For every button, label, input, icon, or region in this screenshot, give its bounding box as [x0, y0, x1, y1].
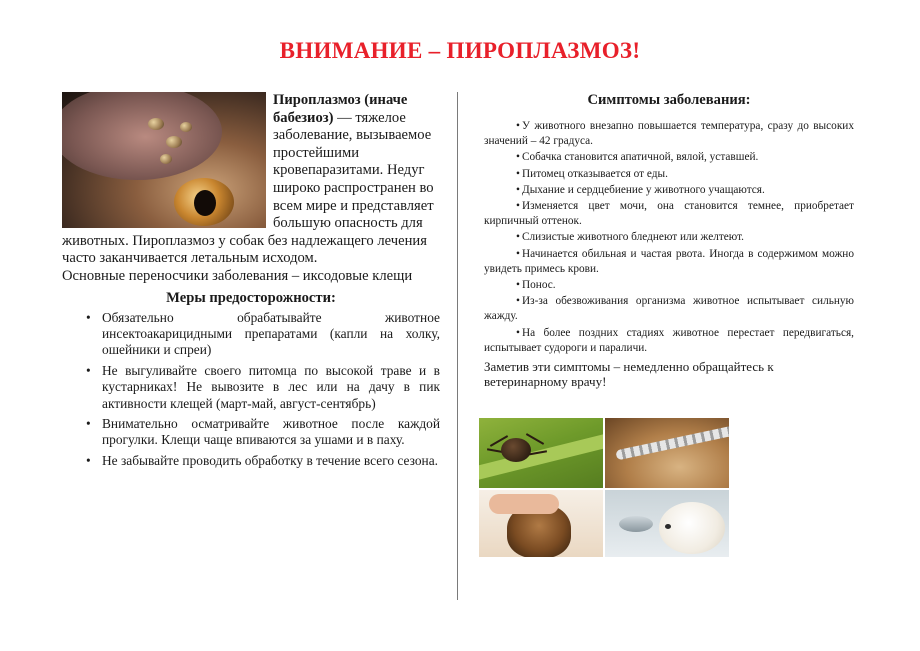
symptoms-heading: Симптомы заболевания: [587, 92, 751, 108]
page-title: ВНИМАНИЕ – ПИРОПЛАЗМОЗ! [279, 38, 641, 63]
symptoms-list [484, 119, 854, 356]
photo-collage [479, 418, 729, 557]
carriers-text: Основные переносчики заболевания – иксодовые клещи [62, 267, 413, 284]
bullet-icon: • [516, 200, 520, 213]
intro-term: Пироплазмоз (иначе бабезиоз) [273, 92, 408, 126]
measures-heading: Меры предосторожности: [166, 289, 336, 306]
list-item: • Не забывайте проводить обработку в течение всего сезона. [102, 453, 440, 469]
right-column [484, 92, 854, 389]
bullet-icon: • [516, 247, 520, 260]
list-item: • У животного внезапно повышается температура, сразу до высоких значений – 42 градуса. [484, 120, 854, 148]
measures-list [62, 310, 440, 470]
list-item: • Собачка становится апатичной, вялой, уставшей. [484, 150, 854, 165]
list-item: • Изменяется цвет мочи, она становится темнее, приобретает кирпичный оттенок. [484, 200, 854, 228]
dog-collar-tick-photo [605, 418, 729, 488]
bullet-icon: • [516, 183, 520, 196]
bullet-icon: • [516, 167, 520, 180]
list-item: • Дыхание и сердцебиение у животного учащаются. [484, 183, 854, 198]
puppy-with-bowl-photo [605, 490, 729, 557]
bullet-icon: • [516, 295, 520, 308]
bullet-icon: • [516, 279, 520, 292]
list-item: • Не выгуливайте своего питомца по высокой траве и в кустарниках! Не вывозите в лес или на дачу в пик активности клещей (март-май, август-сентябрь) [102, 363, 440, 412]
left-column [62, 92, 440, 473]
vet-warning: Заметив эти симптомы – немедленно обращайтесь к ветеринарному врачу! [484, 359, 774, 390]
list-item: • Слизистые животного бледнеют или желтеют. [484, 230, 854, 245]
sick-dog-photo [479, 490, 603, 557]
list-item: • Из-за обезвоживания организма животное испытывает сильную жажду. [484, 295, 854, 323]
list-item: • Обязательно обрабатывайте животное инсектоакарицидными препаратами (капли на холку, ошейники и спреи) [102, 310, 440, 359]
bullet-icon: • [516, 120, 520, 132]
list-item: • Питомец отказывается от еды. [484, 167, 854, 182]
intro-text: — тяжелое заболевание, вызываемое простейшими кровепаразитами. Недуг широко распространен во всем мире и представляет большую опасность для животных. Пироплазмоз у собак без надлежащего лечения часто заканчивается летальным исходом. [62, 109, 434, 267]
bullet-icon: • [516, 231, 520, 244]
list-item: • Понос. [484, 278, 854, 293]
list-item: • Внимательно осматривайте животное после каждой прогулки. Клещи чаще впиваются за ушами и в паху. [102, 416, 440, 449]
bullet-icon: • [516, 326, 520, 339]
tick-on-leaf-photo [479, 418, 603, 488]
column-divider [457, 92, 458, 600]
bullet-icon: • [516, 151, 520, 164]
list-item: • Начинается обильная и частая рвота. Иногда в содержимом можно увидеть примесь крови. [484, 247, 854, 275]
list-item: • На более поздних стадиях животное перестает передвигаться, испытывает судороги и параличи. [484, 326, 854, 354]
tick-on-dog-photo [62, 92, 266, 228]
